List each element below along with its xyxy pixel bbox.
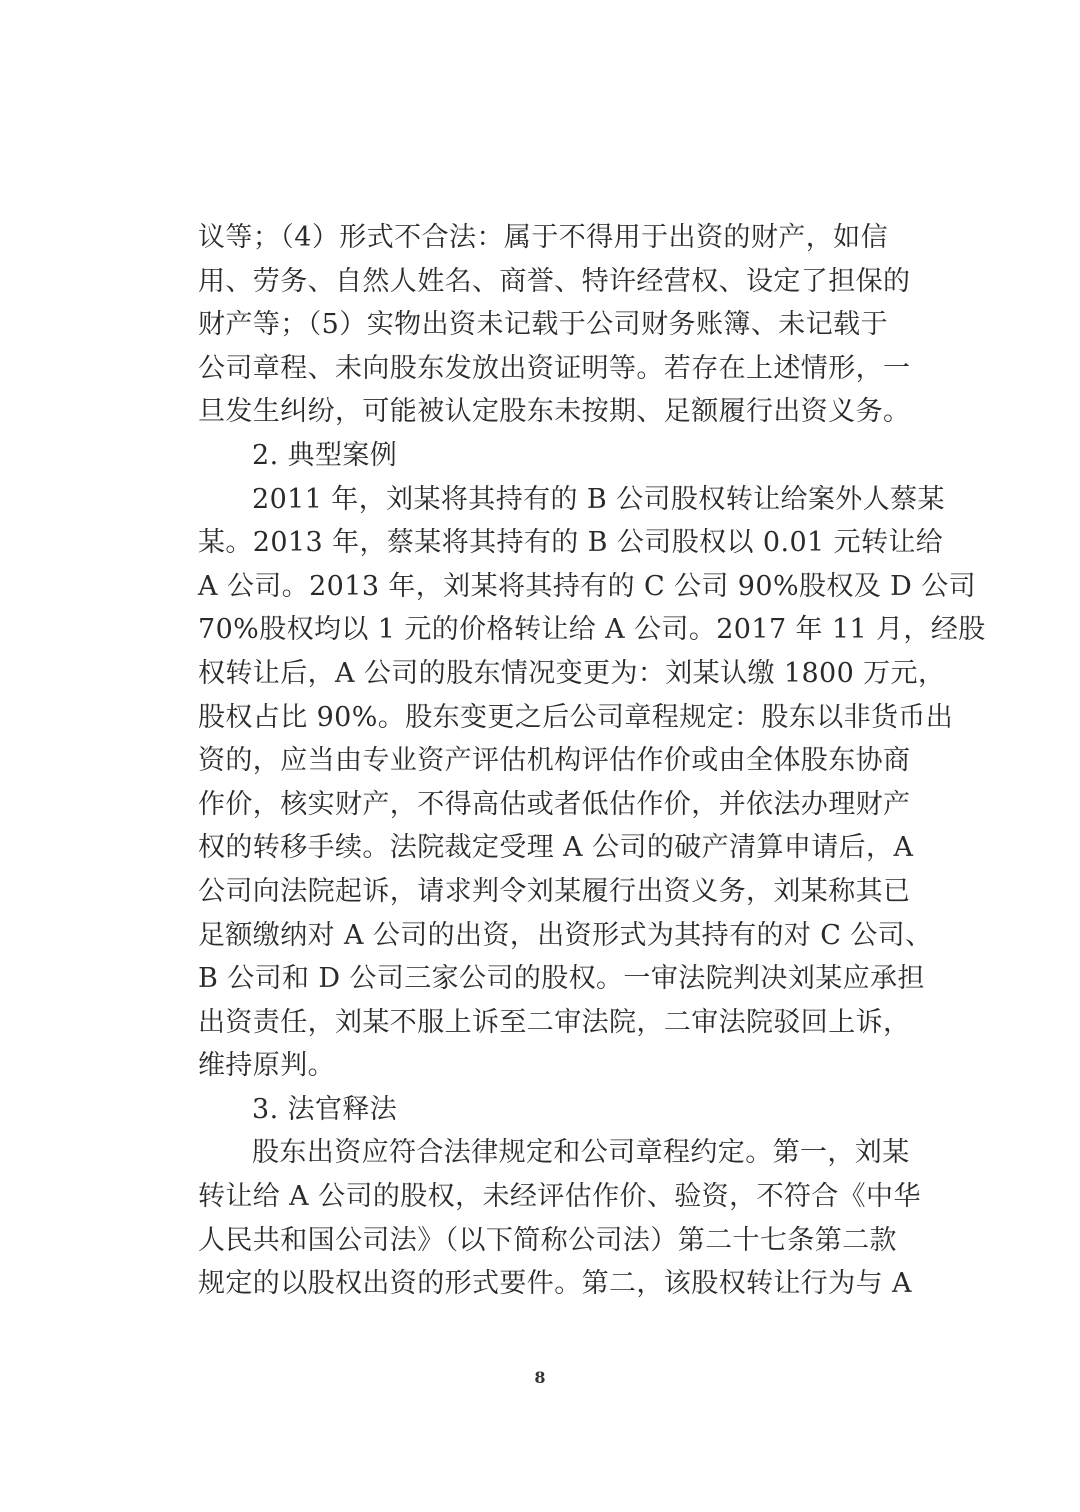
text-line: 公司向法院起诉，请求判令刘某履行出资义务，刘某称其已 bbox=[198, 875, 911, 907]
text-line: 议等；（4）形式不合法：属于不得用于出资的财产，如信 bbox=[198, 222, 888, 253]
text-line: 维持原判。 bbox=[198, 1050, 335, 1082]
text-line: 用、劳务、自然人姓名、商誉、特许经营权、设定了担保的 bbox=[198, 265, 911, 297]
text-line: A 公司。2013 年，刘某将其持有的 C 公司 90%股权及 D 公司 bbox=[198, 570, 977, 602]
page-number: 8 bbox=[534, 1368, 546, 1387]
text-line: 转让给 A 公司的股权，未经评估作价、验资，不符合《中华 bbox=[198, 1181, 921, 1213]
text-line: 出资责任，刘某不服上诉至二审法院，二审法院驳回上诉， bbox=[198, 1006, 911, 1038]
text-line: 作价，核实财产，不得高估或者低估作价，并依法办理财产 bbox=[198, 788, 911, 820]
text-line: 股权占比 90%。股东变更之后公司章程规定：股东以非货币出 bbox=[198, 701, 954, 733]
text-line: 股东出资应符合法律规定和公司章程约定。第一，刘某 bbox=[252, 1137, 910, 1169]
text-line: 公司章程、未向股东发放出资证明等。若存在上述情形，一 bbox=[198, 352, 911, 384]
text-line: 人民共和国公司法》（以下简称公司法）第二十七条第二款 bbox=[198, 1224, 897, 1256]
section-heading-judge-interpretation: 3. 法官释法 bbox=[252, 1093, 398, 1125]
text-line: 权转让后，A 公司的股东情况变更为：刘某认缴 1800 万元， bbox=[198, 657, 946, 689]
text-line: 资的，应当由专业资产评估机构评估作价或由全体股东协商 bbox=[198, 745, 911, 777]
text-line: 财产等；（5）实物出资未记载于公司财务账簿、未记载于 bbox=[198, 309, 888, 341]
text-line: 旦发生纠纷，可能被认定股东未按期、足额履行出资义务。 bbox=[198, 396, 911, 428]
text-line: 规定的以股权出资的形式要件。第二，该股权转让行为与 A bbox=[198, 1268, 912, 1300]
section-heading-typical-case: 2. 典型案例 bbox=[252, 439, 398, 471]
text-line: 某。2013 年，蔡某将其持有的 B 公司股权以 0.01 元转让给 bbox=[198, 527, 944, 559]
text-line: 2011 年，刘某将其持有的 B 公司股权转让给案外人蔡某 bbox=[252, 483, 945, 515]
text-line: 权的转移手续。法院裁定受理 A 公司的破产清算申请后，A bbox=[198, 832, 914, 864]
text-line: B 公司和 D 公司三家公司的股权。一审法院判决刘某应承担 bbox=[198, 963, 925, 995]
text-line: 足额缴纳对 A 公司的出资，出资形式为其持有的对 C 公司、 bbox=[198, 919, 933, 951]
text-line: 70%股权均以 1 元的价格转让给 A 公司。2017 年 11 月，经股 bbox=[198, 614, 986, 646]
document-body bbox=[198, 216, 986, 1306]
